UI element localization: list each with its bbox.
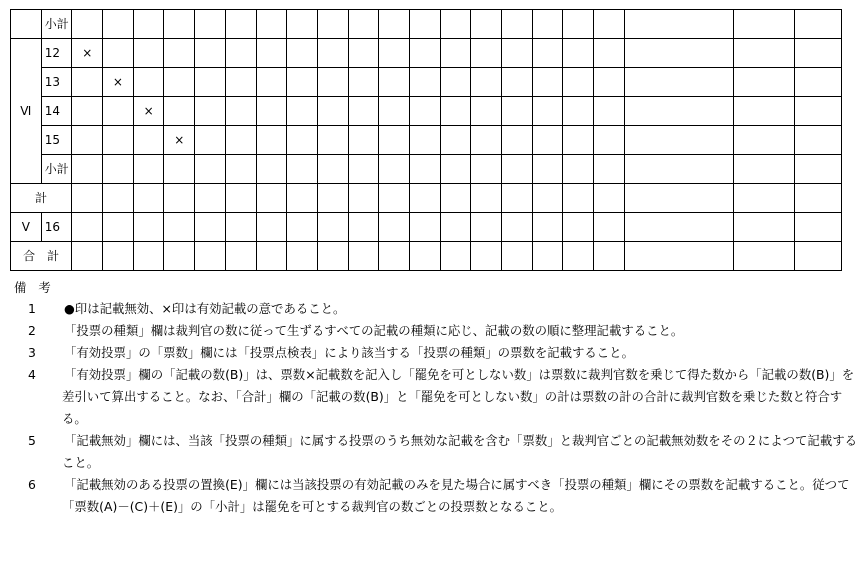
group-label-vi: Ⅵ: [11, 39, 42, 184]
table-cell: [532, 213, 563, 242]
table-cell: [72, 155, 103, 184]
table-cell: [287, 126, 318, 155]
table-cell: [795, 39, 842, 68]
table-cell: [440, 10, 471, 39]
table-cell: [624, 155, 733, 184]
table-cell: [287, 242, 318, 271]
row-label: 13: [41, 68, 72, 97]
table-cell: [563, 242, 594, 271]
notes-title: 備考: [14, 280, 63, 295]
row-label: 小計: [41, 155, 72, 184]
table-cell: [471, 242, 502, 271]
table-cell: [164, 155, 195, 184]
table-cell: [348, 242, 379, 271]
table-cell: [317, 155, 348, 184]
table-row: [11, 242, 842, 271]
table-cell: [594, 68, 625, 97]
table-cell: [471, 39, 502, 68]
table-cell: [256, 242, 287, 271]
table-cell: [225, 213, 256, 242]
table-cell: [195, 68, 226, 97]
table-cell: [624, 10, 733, 39]
table-cell: [225, 184, 256, 213]
table-cell: [471, 68, 502, 97]
table-row: [11, 39, 842, 68]
table-cell: [256, 68, 287, 97]
table-cell: [440, 39, 471, 68]
table-cell: [72, 10, 103, 39]
table-cell: [532, 126, 563, 155]
table-cell: [133, 184, 164, 213]
table-cell: [624, 213, 733, 242]
table-cell: [225, 126, 256, 155]
table-cell: [379, 10, 410, 39]
table-row: [11, 213, 842, 242]
table-cell: [317, 97, 348, 126]
table-cell: [317, 68, 348, 97]
table-cell: [348, 184, 379, 213]
table-cell: [532, 184, 563, 213]
table-cell: [195, 213, 226, 242]
table-cell: [440, 213, 471, 242]
table-cell: [563, 68, 594, 97]
table-cell: [532, 68, 563, 97]
table-cell: [195, 10, 226, 39]
table-cell: [532, 242, 563, 271]
note-text: 「投票の種類」欄は裁判官の数に従って生ずるすべての記載の種類に応じ、記載の数の順に整理記載すること。: [64, 323, 684, 338]
table-cell: [164, 39, 195, 68]
table-cell: [379, 155, 410, 184]
table-cell: [502, 213, 533, 242]
table-cell: [440, 126, 471, 155]
valid-mark: ×: [164, 126, 195, 155]
group-cell: [11, 10, 42, 39]
table-cell: [256, 39, 287, 68]
table-cell: [471, 184, 502, 213]
table-cell: [502, 68, 533, 97]
note-item: [14, 342, 860, 364]
table-cell: [317, 242, 348, 271]
table-cell: [103, 242, 134, 271]
table-cell: [502, 97, 533, 126]
table-cell: [409, 126, 440, 155]
table-cell: [795, 242, 842, 271]
table-row: [11, 10, 842, 39]
table-cell: [532, 97, 563, 126]
group-label-v: Ⅴ: [11, 213, 42, 242]
table-cell: [795, 97, 842, 126]
table-cell: [287, 68, 318, 97]
table-cell: [502, 155, 533, 184]
note-number: 2: [28, 323, 36, 338]
note-item: [14, 298, 860, 320]
table-row: [11, 126, 842, 155]
table-cell: [733, 213, 794, 242]
table-cell: [471, 97, 502, 126]
table-cell: [594, 184, 625, 213]
row-label: 小計: [41, 10, 72, 39]
table-cell: [733, 126, 794, 155]
table-cell: [103, 155, 134, 184]
table-cell: [471, 155, 502, 184]
table-cell: [563, 155, 594, 184]
table-cell: [594, 242, 625, 271]
table-cell: [440, 242, 471, 271]
table-cell: [409, 184, 440, 213]
table-cell: [440, 155, 471, 184]
table-row: [11, 155, 842, 184]
table-cell: [563, 39, 594, 68]
table-cell: [563, 97, 594, 126]
table-cell: [317, 184, 348, 213]
table-cell: [103, 97, 134, 126]
table-cell: [348, 68, 379, 97]
table-cell: [624, 242, 733, 271]
table-cell: [379, 184, 410, 213]
table-cell: [795, 68, 842, 97]
table-cell: [795, 213, 842, 242]
table-cell: [103, 39, 134, 68]
note-number: 3: [28, 345, 36, 360]
table-cell: [317, 126, 348, 155]
table-cell: [225, 68, 256, 97]
table-cell: [594, 10, 625, 39]
table-cell: [72, 97, 103, 126]
table-row: [11, 97, 842, 126]
table-cell: [471, 10, 502, 39]
table-cell: [795, 10, 842, 39]
table-cell: [348, 39, 379, 68]
table-cell: [195, 155, 226, 184]
note-text: 「記載無効」欄には、当該「投票の種類」に属する投票のうち無効な記載を含む「票数」と裁判官ごとの記載無効数をその２によつて記載すること。: [62, 433, 857, 470]
table-cell: [594, 155, 625, 184]
table-cell: [733, 68, 794, 97]
table-cell: [256, 10, 287, 39]
table-cell: [379, 97, 410, 126]
table-cell: [256, 184, 287, 213]
table-cell: [733, 155, 794, 184]
table-cell: [195, 97, 226, 126]
table-cell: [103, 126, 134, 155]
table-cell: [256, 126, 287, 155]
table-cell: [348, 213, 379, 242]
note-number: 1: [28, 301, 36, 316]
table-cell: [409, 97, 440, 126]
table-cell: [72, 68, 103, 97]
table-cell: [502, 184, 533, 213]
row-label: 15: [41, 126, 72, 155]
table-cell: [409, 39, 440, 68]
table-cell: [287, 184, 318, 213]
table-cell: [133, 10, 164, 39]
table-cell: [164, 10, 195, 39]
valid-mark: ×: [133, 97, 164, 126]
total-label: 計: [11, 184, 72, 213]
table-cell: [409, 10, 440, 39]
table-cell: [164, 97, 195, 126]
row-label: 16: [41, 213, 72, 242]
table-cell: [795, 155, 842, 184]
table-cell: [624, 184, 733, 213]
table-cell: [103, 184, 134, 213]
table-cell: [733, 97, 794, 126]
table-cell: [379, 213, 410, 242]
table-cell: [133, 242, 164, 271]
table-cell: [225, 97, 256, 126]
table-cell: [348, 97, 379, 126]
table-cell: [256, 155, 287, 184]
table-cell: [256, 97, 287, 126]
table-cell: [733, 39, 794, 68]
table-cell: [733, 242, 794, 271]
table-cell: [133, 39, 164, 68]
table-cell: [563, 126, 594, 155]
table-cell: [348, 126, 379, 155]
table-cell: [225, 155, 256, 184]
note-item: [14, 430, 860, 474]
table-cell: [471, 213, 502, 242]
table-cell: [594, 213, 625, 242]
table-cell: [317, 10, 348, 39]
table-cell: [379, 242, 410, 271]
note-text: 「有効投票」の「票数」欄には「投票点検表」により該当する「投票の種類」の票数を記載すること。: [64, 345, 634, 360]
table-cell: [225, 10, 256, 39]
table-cell: [440, 68, 471, 97]
table-cell: [348, 10, 379, 39]
table-cell: [440, 184, 471, 213]
table-cell: [287, 97, 318, 126]
table-cell: [733, 184, 794, 213]
table-cell: [103, 213, 134, 242]
table-cell: [624, 68, 733, 97]
table-cell: [563, 10, 594, 39]
table-cell: [594, 126, 625, 155]
table-cell: [409, 213, 440, 242]
note-item: [14, 364, 860, 430]
table-cell: [795, 184, 842, 213]
note-number: 4: [28, 367, 36, 382]
table-cell: [440, 97, 471, 126]
valid-mark: ×: [72, 39, 103, 68]
table-cell: [225, 242, 256, 271]
table-cell: [164, 68, 195, 97]
table-cell: [225, 39, 256, 68]
table-cell: [195, 126, 226, 155]
table-cell: [379, 126, 410, 155]
table-cell: [195, 184, 226, 213]
table-cell: [594, 39, 625, 68]
table-cell: [502, 126, 533, 155]
grand-total-label: 合 計: [11, 242, 72, 271]
notes-section: [14, 278, 860, 518]
row-label: 12: [41, 39, 72, 68]
table-cell: [471, 126, 502, 155]
note-number: 6: [28, 477, 36, 492]
table-cell: [502, 10, 533, 39]
table-cell: [795, 126, 842, 155]
table-cell: [348, 155, 379, 184]
table-cell: [256, 213, 287, 242]
table-cell: [532, 39, 563, 68]
table-cell: [133, 213, 164, 242]
table-cell: [317, 39, 348, 68]
table-row: [11, 184, 842, 213]
table-cell: [624, 97, 733, 126]
table-cell: [133, 155, 164, 184]
table-cell: [532, 155, 563, 184]
valid-mark: ×: [103, 68, 134, 97]
table-cell: [287, 213, 318, 242]
table-cell: [624, 126, 733, 155]
note-text: 「記載無効のある投票の置換(E)」欄には当該投票の有効記載のみを見た場合に属すべき「投票の種類」欄にその票数を記載すること。従つて「票数(A)－(C)＋(E)」の「小計」は罷免を可とする裁判官の数ごとの投票数となること。: [62, 477, 850, 514]
tally-table: [10, 9, 842, 271]
note-text: 「有効投票」欄の「記載の数(B)」は、票数×記載数を記入し「罷免を可としない数」は票数に裁判官数を乗じて得た数から「記載の数(B)」を差引いて算出すること。なお、「合計」欄の「記載の数(B)」と「罷免を可としない数」の計は票数の計の合計に裁判官数を乗じた数と符合する。: [62, 367, 855, 426]
row-label: 14: [41, 97, 72, 126]
table-cell: [502, 242, 533, 271]
table-cell: [72, 213, 103, 242]
table-cell: [195, 242, 226, 271]
table-cell: [502, 39, 533, 68]
note-item: [14, 474, 860, 518]
table-cell: [195, 39, 226, 68]
table-cell: [164, 242, 195, 271]
table-cell: [409, 242, 440, 271]
table-cell: [133, 68, 164, 97]
table-cell: [287, 10, 318, 39]
table-cell: [409, 68, 440, 97]
table-cell: [103, 10, 134, 39]
table-cell: [287, 155, 318, 184]
table-cell: [72, 184, 103, 213]
table-cell: [72, 242, 103, 271]
table-cell: [164, 213, 195, 242]
table-cell: [733, 10, 794, 39]
table-cell: [164, 184, 195, 213]
table-cell: [379, 39, 410, 68]
table-cell: [563, 184, 594, 213]
table-row: [11, 68, 842, 97]
table-cell: [72, 126, 103, 155]
table-cell: [379, 68, 410, 97]
table-cell: [287, 39, 318, 68]
table-cell: [317, 213, 348, 242]
table-cell: [409, 155, 440, 184]
table-cell: [563, 213, 594, 242]
note-number: 5: [28, 433, 36, 448]
table-cell: [594, 97, 625, 126]
table-cell: [532, 10, 563, 39]
note-text: ●印は記載無効、×印は有効記載の意であること。: [64, 301, 346, 316]
table-cell: [624, 39, 733, 68]
table-cell: [133, 126, 164, 155]
note-item: [14, 320, 860, 342]
